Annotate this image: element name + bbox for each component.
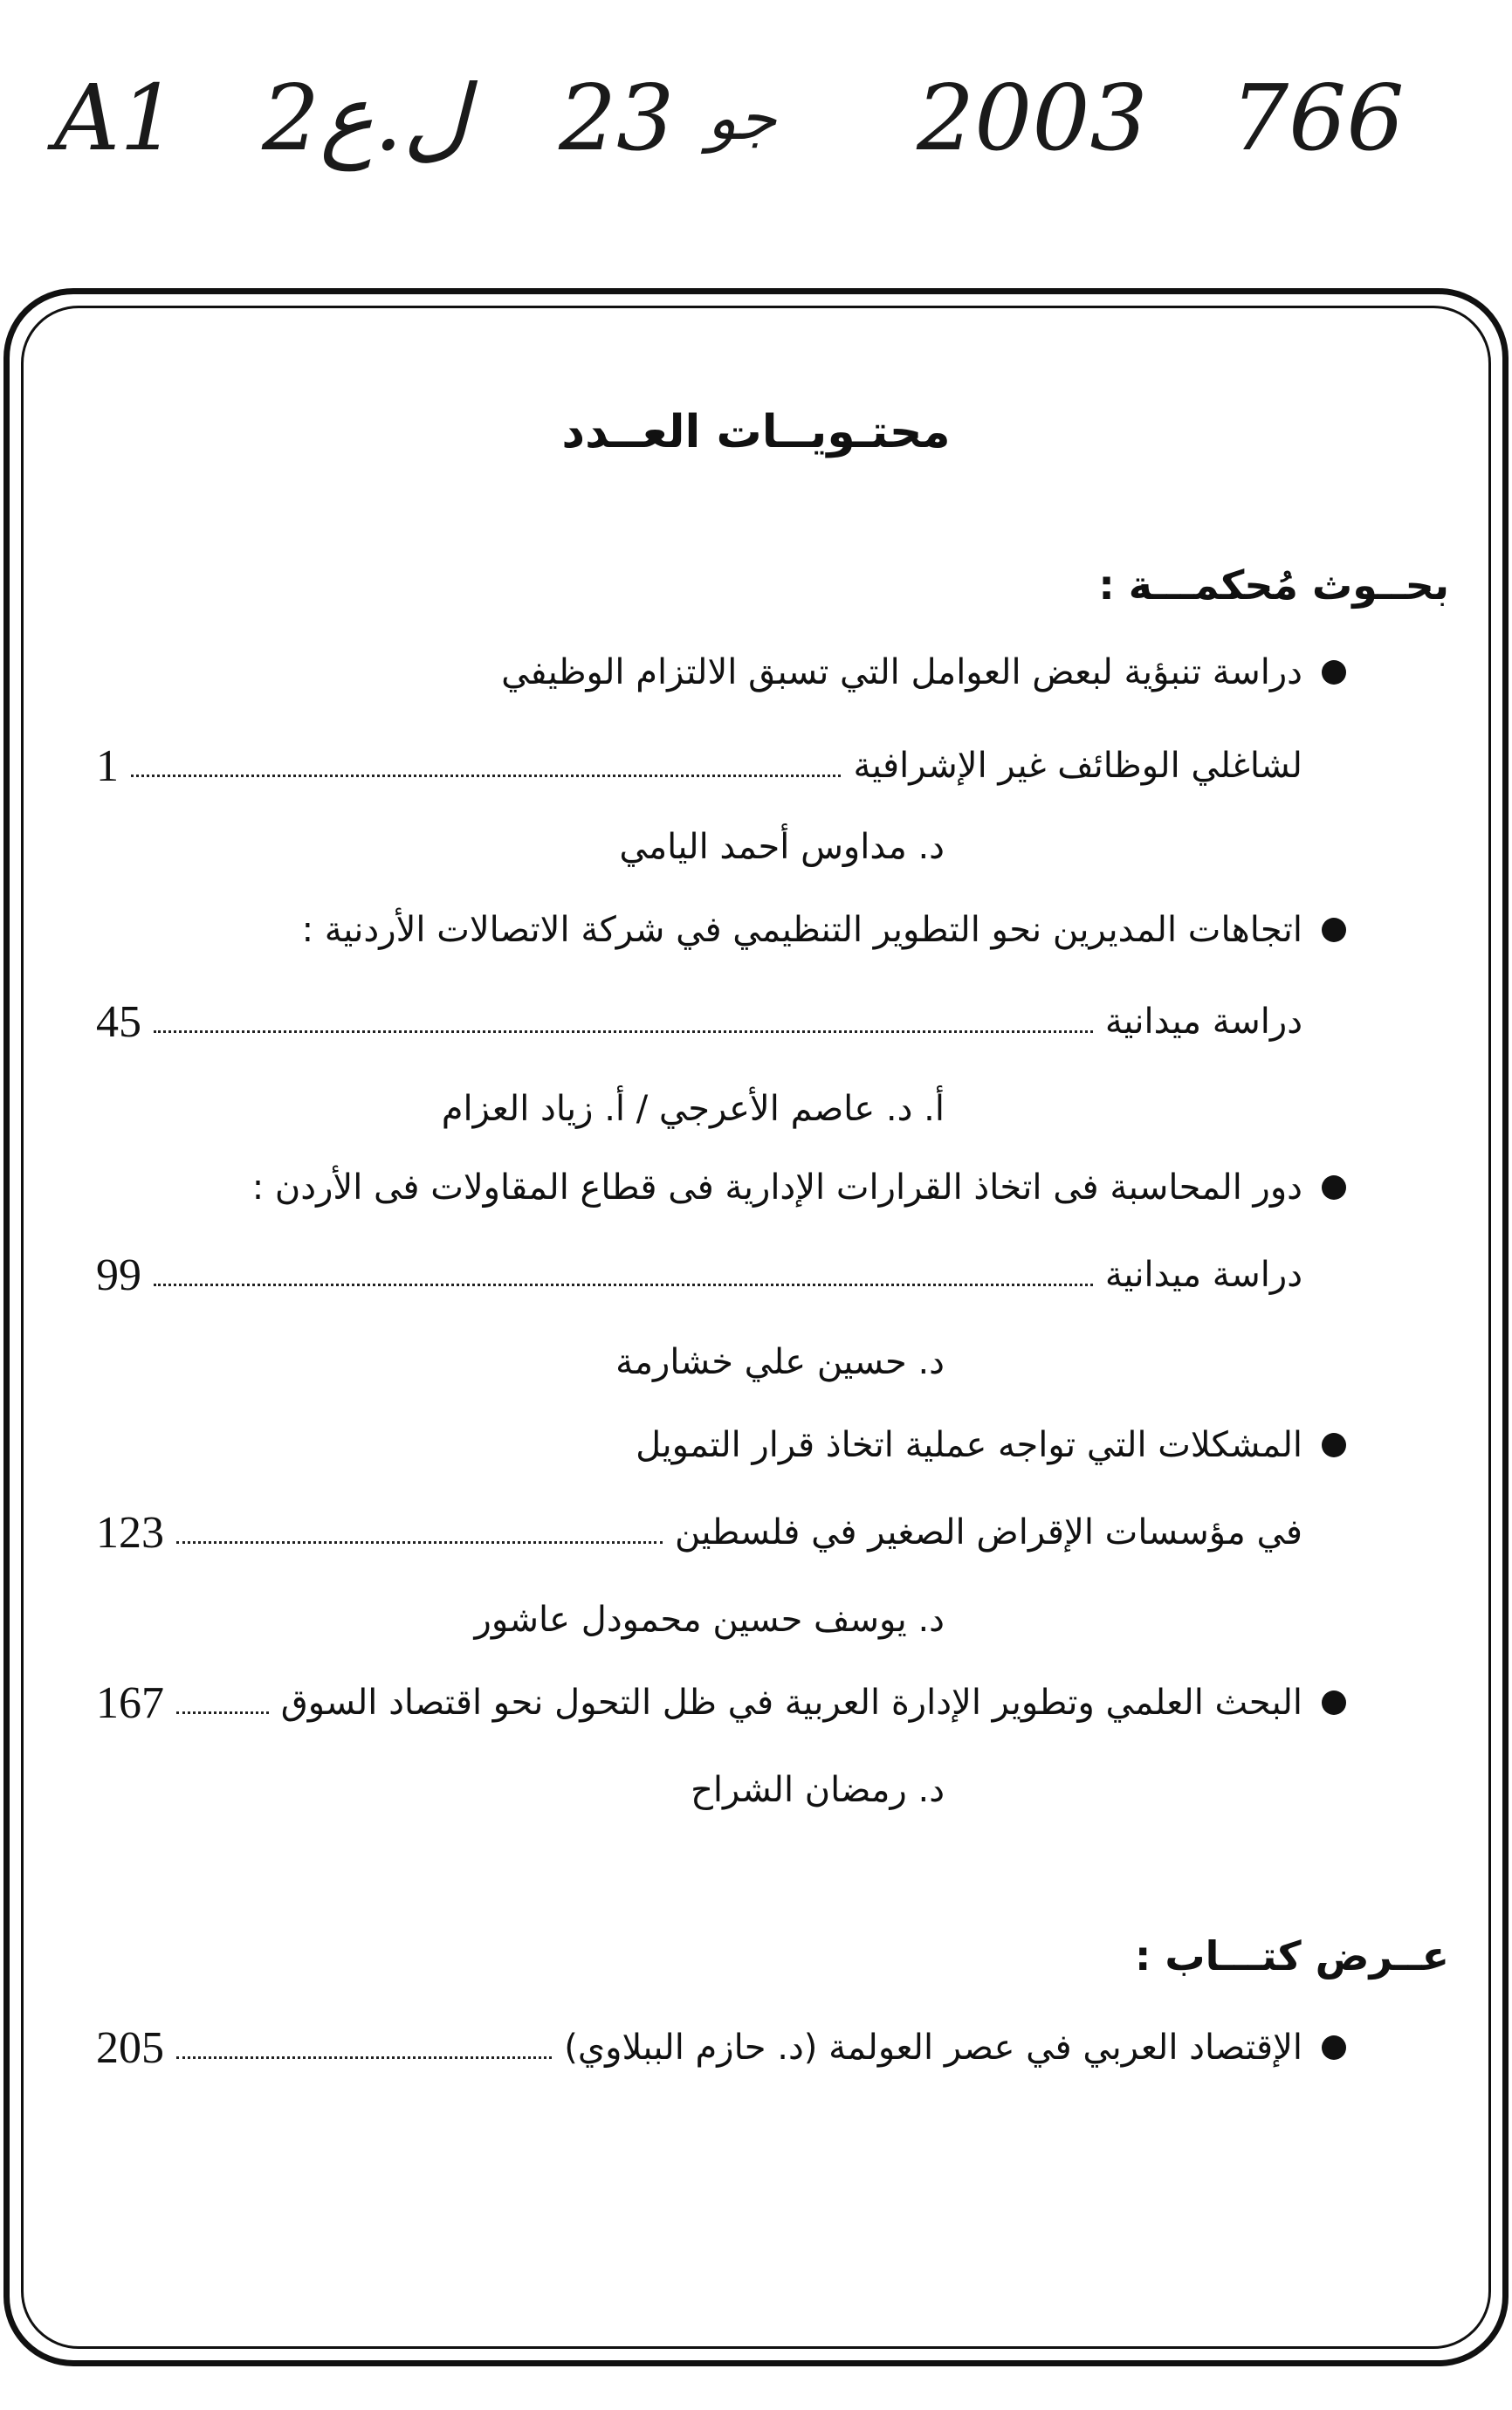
toc-entry-leader bbox=[96, 2008, 1302, 2087]
bullet-icon bbox=[1322, 1175, 1346, 1200]
toc-entry-leader bbox=[96, 1663, 1302, 1742]
bullet-icon bbox=[1322, 918, 1346, 942]
bullet-icon bbox=[1322, 1690, 1346, 1715]
bullet-icon bbox=[1322, 1433, 1346, 1457]
page-number: 1 bbox=[96, 740, 119, 791]
toc-entry-leader bbox=[96, 982, 1302, 1061]
toc-entry-line: البحث العلمي وتطوير الإدارة العربية في ظل التحول نحو اقتصاد السوق bbox=[280, 1683, 1302, 1723]
toc-entry-line: في مؤسسات الإقراض الصغير في فلسطين bbox=[674, 1512, 1302, 1553]
dot-leader bbox=[176, 1711, 269, 1714]
toc-entry-line: اتجاهات المديرين نحو التطوير التنظيمي في شركة الاتصالات الأردنية : bbox=[301, 910, 1302, 950]
toc-entry-leader bbox=[96, 726, 1302, 805]
toc-entry-line: لشاغلي الوظائف غير الإشرافية bbox=[853, 746, 1302, 786]
dot-leader bbox=[176, 2056, 552, 2059]
bullet-icon bbox=[1322, 2035, 1346, 2060]
dot-leader bbox=[154, 1284, 1093, 1286]
handwritten-annotation: 23 bbox=[559, 65, 675, 171]
handwritten-annotation: جو bbox=[707, 82, 777, 154]
dot-leader bbox=[176, 1541, 663, 1544]
toc-entry-author: أ. د. عاصم الأعرجي / أ. زياد العزام bbox=[441, 1089, 945, 1129]
toc-entry-author: د. يوسف حسين محمودل عاشور bbox=[474, 1600, 945, 1640]
section-heading-book-review: عــرض كتـــاب : bbox=[1135, 1932, 1449, 1980]
handwritten-annotation: 2003 bbox=[917, 65, 1148, 171]
page-number: 167 bbox=[96, 1677, 164, 1728]
toc-entry-line: دراسة ميدانية bbox=[1104, 1002, 1302, 1042]
toc-entry-line: دراسة تنبؤية لبعض العوامل التي تسبق الالتزام الوظيفي bbox=[501, 652, 1302, 692]
toc-entry-leader bbox=[96, 1236, 1302, 1314]
toc-entry-line: الإقتصاد العربي في عصر العولمة (د. حازم الببلاوي) bbox=[564, 2028, 1302, 2068]
dot-leader bbox=[131, 775, 841, 777]
toc-entry-author: د. حسين علي خشارمة bbox=[615, 1342, 945, 1382]
toc-entry-line: دور المحاسبة فى اتخاذ القرارات الإدارية فى قطاع المقاولات فى الأردن : bbox=[251, 1167, 1302, 1208]
section-heading-research: بحــوث مُحكمـــة : bbox=[1098, 561, 1449, 609]
toc-entry-author: د. مداوس أحمد اليامي bbox=[619, 827, 945, 867]
page-number: 123 bbox=[96, 1507, 164, 1558]
handwritten-annotation: 2ل.ع bbox=[262, 65, 469, 171]
dot-leader bbox=[154, 1030, 1093, 1033]
bullet-icon bbox=[1322, 660, 1346, 685]
toc-entry-leader bbox=[96, 1493, 1302, 1572]
toc-entry-author: د. رمضان الشراح bbox=[691, 1770, 945, 1810]
toc-entry-line: دراسة ميدانية bbox=[1104, 1255, 1302, 1295]
toc-entry-line: المشكلات التي تواجه عملية اتخاذ قرار التمويل bbox=[636, 1425, 1302, 1465]
handwritten-annotation: 766 bbox=[1231, 65, 1405, 171]
page-number: 205 bbox=[96, 2022, 164, 2073]
page-title: محتـويــات العــدد bbox=[561, 406, 951, 458]
handwritten-annotation: A1 bbox=[54, 65, 178, 171]
page-number: 45 bbox=[96, 996, 141, 1047]
page-number: 99 bbox=[96, 1250, 141, 1300]
